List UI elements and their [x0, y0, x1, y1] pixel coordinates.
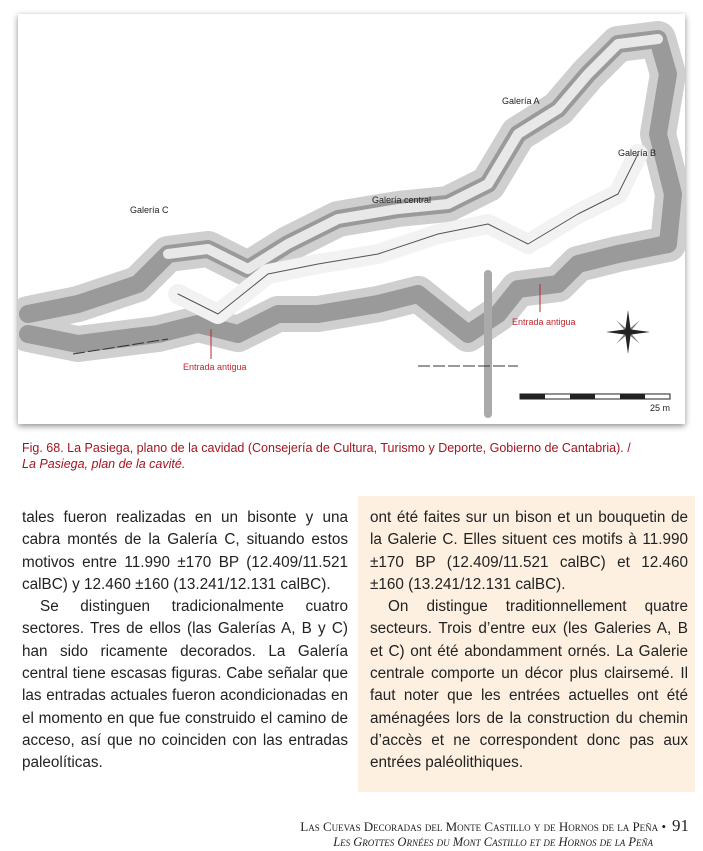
page-number: 91	[672, 816, 689, 835]
compass-icon	[606, 310, 650, 354]
label-galeria-b: Galería B	[618, 148, 657, 158]
cave-map	[18, 14, 685, 424]
scale-bar	[520, 394, 670, 399]
spanish-column	[22, 507, 348, 775]
label-galeria-c: Galería C	[130, 205, 169, 215]
paragraph: Se distinguen tradicionalmente cuatro sectores. Tres de ellos (las Galerías A, B y C) han sido ricamente decorados. La Galería central tiene escasas figuras. Cabe señalar que las entradas actuales fueron acondicionadas en el momento en que fue construido el camino de acceso, así que no coinciden con las entradas paleolíticas.	[22, 598, 348, 772]
french-column	[370, 507, 688, 775]
cave-plan-figure	[18, 14, 685, 424]
label-galeria-central: Galería central	[372, 195, 432, 205]
caption-spanish: Fig. 68. La Pasiega, plano de la cavidad (Consejería de Cultura, Turismo y Deporte, Gobierno de Cantabria). /	[22, 441, 631, 455]
label-entrada-antigua: Entrada antigua	[512, 317, 576, 327]
label-galeria-a: Galería A	[502, 96, 540, 106]
running-footer-spanish: Las Cuevas Decoradas del Monte Castillo y de Hornos de la Peña • 91	[300, 816, 689, 835]
scale-label: 25 m	[650, 403, 671, 413]
running-footer-french: Les Grottes Ornées du Mont Castillo et de Hornos de la Peña	[333, 835, 653, 849]
paragraph: tales fueron realizadas en un bisonte y una cabra montés de la Galería C, situando estos motivos entre 11.990 ±170 BP (12.409/11.521 calBC) y 12.460 ±160 (13.241/12.131 calBC).	[22, 509, 348, 593]
figure-caption	[22, 440, 631, 472]
label-entrada-antigua: Entrada antigua	[183, 362, 247, 372]
paragraph: On distingue traditionnellement quatre secteurs. Trois d’entre eux (les Galeries A, B et C) ont été abondamment ornés. La Galerie centrale comporte un décor plus clairsemé. Il faut noter que les entrées actuelles ont été aménagées lors de la construction du chemin d’accès et ne correspondent donc pas aux entrées paléolithiques.	[370, 598, 688, 772]
paragraph: ont été faites sur un bison et un bouquetin de la Galerie C. Elles situent ces motifs à 11.990 ±170 BP (12.409/11.521 calBC) et 12.460 ±160 (13.241/12.131 calBC).	[370, 509, 688, 593]
footer-title: Las Cuevas Decoradas del Monte Castillo y de Hornos de la Peña	[300, 819, 659, 834]
caption-french: La Pasiega, plan de la cavité.	[22, 457, 186, 471]
